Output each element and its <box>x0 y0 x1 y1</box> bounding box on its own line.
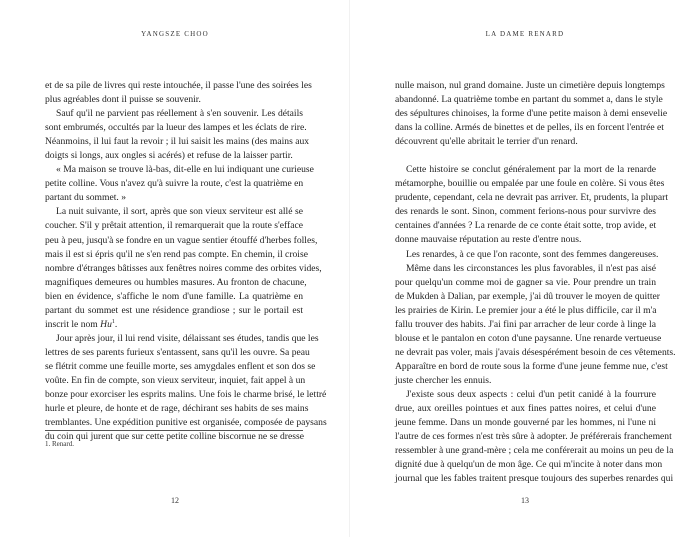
text-line: partant du sommet est une résidence grandiose ; sur le portail est <box>45 304 303 316</box>
text-line: magnifiques demeures ou humbles masures. Au fronton de chacune, <box>45 276 307 288</box>
text-line: blouse et le pantalon en coton d'une paysanne. Une renarde vertueuse <box>395 332 662 344</box>
left-page-body <box>45 79 327 444</box>
running-header-author: YANGSZE CHOO <box>141 30 209 38</box>
running-header-title: LA DAME RENARD <box>485 30 565 38</box>
text-line: Sauf qu'il ne parvient pas réellement à s'en souvenir. Les détails <box>56 108 303 120</box>
text-line: voûte. En fin de compte, son vieux serviteur, inquiet, fait appel à un <box>45 374 306 386</box>
text-line: dans la colline. Armés de binettes et de pelles, ils en forcent l'entrée et <box>395 122 664 134</box>
text-line: nombre d'étranges bâtisses aux fenêtres noires comme des orbites vides, <box>45 262 322 274</box>
text-line: lettres de ses parents furieux s'entassent, sans qu'il les ouvre. Sa peau <box>45 346 310 358</box>
text-line: les prairies de Kirin. Le premier jour a été le plus difficile, car il m'a <box>395 304 657 316</box>
text-line-with-footnote: inscrit le nom Hu$^1$. <box>45 318 118 330</box>
text-line: l'autre de ces formes n'est très sûre à adopter. Je préférerais franchement <box>395 431 672 443</box>
page-number-left: 12 <box>171 496 179 505</box>
text-line: La nuit suivante, il sort, après que son vieux serviteur est allé se <box>56 206 303 218</box>
text-line: nulle maison, nul grand domaine. Juste un cimetière depuis longtemps <box>395 80 665 91</box>
text-line: pour quelqu'un comme moi de gagner sa vie. Pour prendre un train <box>395 276 656 288</box>
text-line: bonze pour exorciser les esprits malins. Une fois le charme brisé, le lettré <box>45 389 327 401</box>
text-line: fallu trouver des habits. J'ai fini par arracher de leur corde à linge la <box>395 318 656 330</box>
text-line: doigts si longs, aux ongles si acérés) et refuse de la laisser partir. <box>45 150 293 162</box>
text-line: drue, aux oreilles pointues et aux fines pattes noires, et celui d'une <box>395 403 656 415</box>
text-line: partant du sommet. » <box>45 192 126 204</box>
text-line: « Ma maison se trouve là-bas, dit-elle en lui indiquant une curieuse <box>56 164 314 176</box>
text-line: Néanmoins, il lui faut la revoir ; il lui saisit les mains (des mains aux <box>45 136 310 148</box>
text-line: peu à peu, jusqu'à se fondre en un vague sentier étouffé d'herbes folles, <box>45 234 318 246</box>
name-hu: Hu <box>100 318 112 330</box>
footnote-rule <box>45 430 303 431</box>
footnote-ref[interactable]: 1 <box>111 318 115 325</box>
text-line: bien en évidence, s'affiche le nom d'une famille. La quatrième en <box>45 290 303 302</box>
footnote-text: Renard. <box>52 440 74 448</box>
footnote-number: 1. <box>45 440 51 448</box>
text-line: sont embrumés, occultés par la lueur des lampes et les éclats de rire. <box>45 122 307 134</box>
text-line: petite colline. Vous n'avez qu'à suivre la route, c'est la quatrième en <box>45 178 304 190</box>
footnote <box>45 440 74 448</box>
text-line: journal que les fables traitent presque toujours des superbes renardes qui <box>395 473 674 485</box>
text-line: plus agréables dont il puisse se souvenir. <box>45 94 201 106</box>
text-line: du coin qui jurent que sur cette petite colline biscornue ne se dresse <box>45 431 304 443</box>
text-line: Cette histoire se conclut généralement par la mort de la renarde <box>406 164 656 176</box>
text-line: Même dans les circonstances les plus favorables, il n'est pas aisé <box>406 262 656 274</box>
text-line: Jour après jour, il lui rend visite, délaissant ses études, tandis que les <box>56 332 319 344</box>
text-line: des sépultures chinoises, la forme d'une petite maison à demi ensevelie <box>395 108 668 120</box>
text-line: coucher. S'il y prêtait attention, il remarquerait que la route s'efface <box>45 220 303 232</box>
text-line: ressembler à une grand-mère ; cela me conférerait au moins un peu de la <box>395 445 674 457</box>
text-line: hurle et pleure, de honte et de rage, déchirant ses habits de ses mains <box>45 403 309 415</box>
text-line: centaines d'années ? La renarde de ce conte était sotte, trop avide, et <box>395 220 657 232</box>
text-line: et de sa pile de livres qui reste intouchée, il passe l'une des soirées les <box>45 80 312 91</box>
text-fragment: inscrit le nom <box>45 318 101 330</box>
text-line: donne mauvaise réputation au reste d'entre nous. <box>395 234 582 246</box>
page-number-right: 13 <box>521 496 529 505</box>
text-line: jeune femme. Dans un monde gouverné par les hommes, ni l'une ni <box>395 417 656 429</box>
text-line: tremblantes. Une expédition punitive est organisée, composée de paysans <box>45 417 327 429</box>
text-line: de Mukden à Dalian, par exemple, j'ai dû trouver le moyen de quitter <box>395 290 660 302</box>
text-line: prudente, cependant, cela ne devrait pas arriver. Et, prudents, la plupart <box>395 192 669 204</box>
text-line: abandonné. La quatrième tombe en partant du sommet a, dans le style <box>395 94 663 106</box>
text-line: se flétrit comme une feuille morte, ses amygdales enflent et son dos se <box>45 360 316 372</box>
text-line: Apparaître en bord de route sous la forme d'une jeune femme nue, c'est <box>395 360 668 372</box>
text-line: Les renardes, à ce que l'on raconte, sont des femmes dangereuses. <box>406 248 659 260</box>
right-page-body <box>395 79 676 486</box>
right-page <box>350 0 700 537</box>
text-line: des renards le sont. Sinon, comment ferions-nous pour survivre des <box>395 206 656 218</box>
text-line: mais il est si épris qu'il ne s'en rend pas compte. En chemin, il croise <box>45 248 308 260</box>
text-line: dignité due à quelqu'un de mon âge. Ce qui m'incite à noter dans mon <box>395 459 663 471</box>
text-line: découvrent qu'elle abritait le terrier d'un renard. <box>395 136 578 148</box>
text-line: juste chercher les ennuis. <box>395 374 492 386</box>
text-line: métamorphe, bouillie ou empalée par une foule en colère. Si vous êtes <box>395 178 665 190</box>
text-line: ne devrait pas voler, mais j'avais désespérément besoin de ces vêtements. <box>395 346 676 358</box>
text-line: J'existe sous deux aspects : celui d'un petit canidé à la fourrure <box>406 388 656 400</box>
